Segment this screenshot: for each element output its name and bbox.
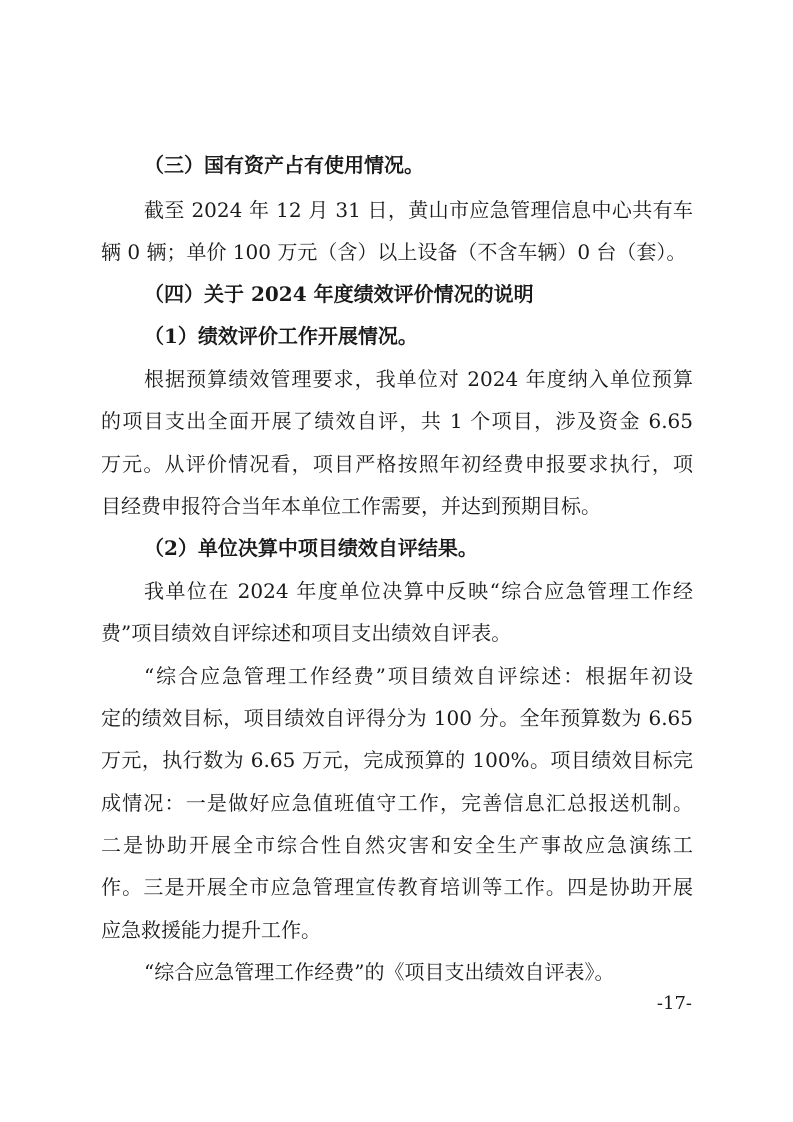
paragraph-line: 根据预算绩效管理要求，我单位对 2024 年度纳入单位预算 [144,367,693,391]
paragraph-line: 定的绩效目标，项目绩效自评得分为 100 分。全年预算数为 6.65 [101,706,693,730]
paragraph-line: 作。三是开展全市应急管理宣传教育培训等工作。四是协助开展 [101,875,693,899]
paragraph-line: 成情况：一是做好应急值班值守工作，完善信息汇总报送机制。 [101,791,693,815]
paragraph-line: 万元，执行数为 6.65 万元，完成预算的 100%。项目绩效目标完 [101,748,693,772]
paragraph-line: 辆 0 辆；单价 100 万元（含）以上设备（不含车辆）0 台（套）。 [101,240,687,264]
subheading-evaluation-work: （1）绩效评价工作开展情况。 [144,324,418,348]
page-number: -17- [656,993,692,1014]
paragraph-line: 截至 2024 年 12 月 31 日，黄山市应急管理信息中心共有车 [144,198,693,222]
paragraph-line: 的项目支出全面开展了绩效自评，共 1 个项目，涉及资金 6.65 [101,409,693,433]
section-heading-state-assets: （三）国有资产占有使用情况。 [144,153,424,177]
paragraph-line: “综合应急管理工作经费”的《项目支出绩效自评表》。 [144,960,615,984]
paragraph-line: 二是协助开展全市综合性自然灾害和安全生产事故应急演练工 [101,833,693,857]
subheading-self-evaluation-results: （2）单位决算中项目绩效自评结果。 [144,536,478,560]
paragraph-line: “综合应急管理工作经费”项目绩效自评综述：根据年初设 [144,664,693,688]
paragraph-line: 费”项目绩效自评综述和项目支出绩效自评表。 [101,621,512,645]
paragraph-line: 应急救援能力提升工作。 [101,918,321,942]
paragraph-line: 万元。从评价情况看，项目严格按照年初经费申报要求执行，项 [101,452,693,476]
section-heading-performance: （四）关于 2024 年度绩效评价情况的说明 [144,282,534,306]
paragraph-line: 我单位在 2024 年度单位决算中反映“综合应急管理工作经 [144,579,693,603]
paragraph-line: 目经费申报符合当年本单位工作需要，并达到预期目标。 [101,494,601,518]
